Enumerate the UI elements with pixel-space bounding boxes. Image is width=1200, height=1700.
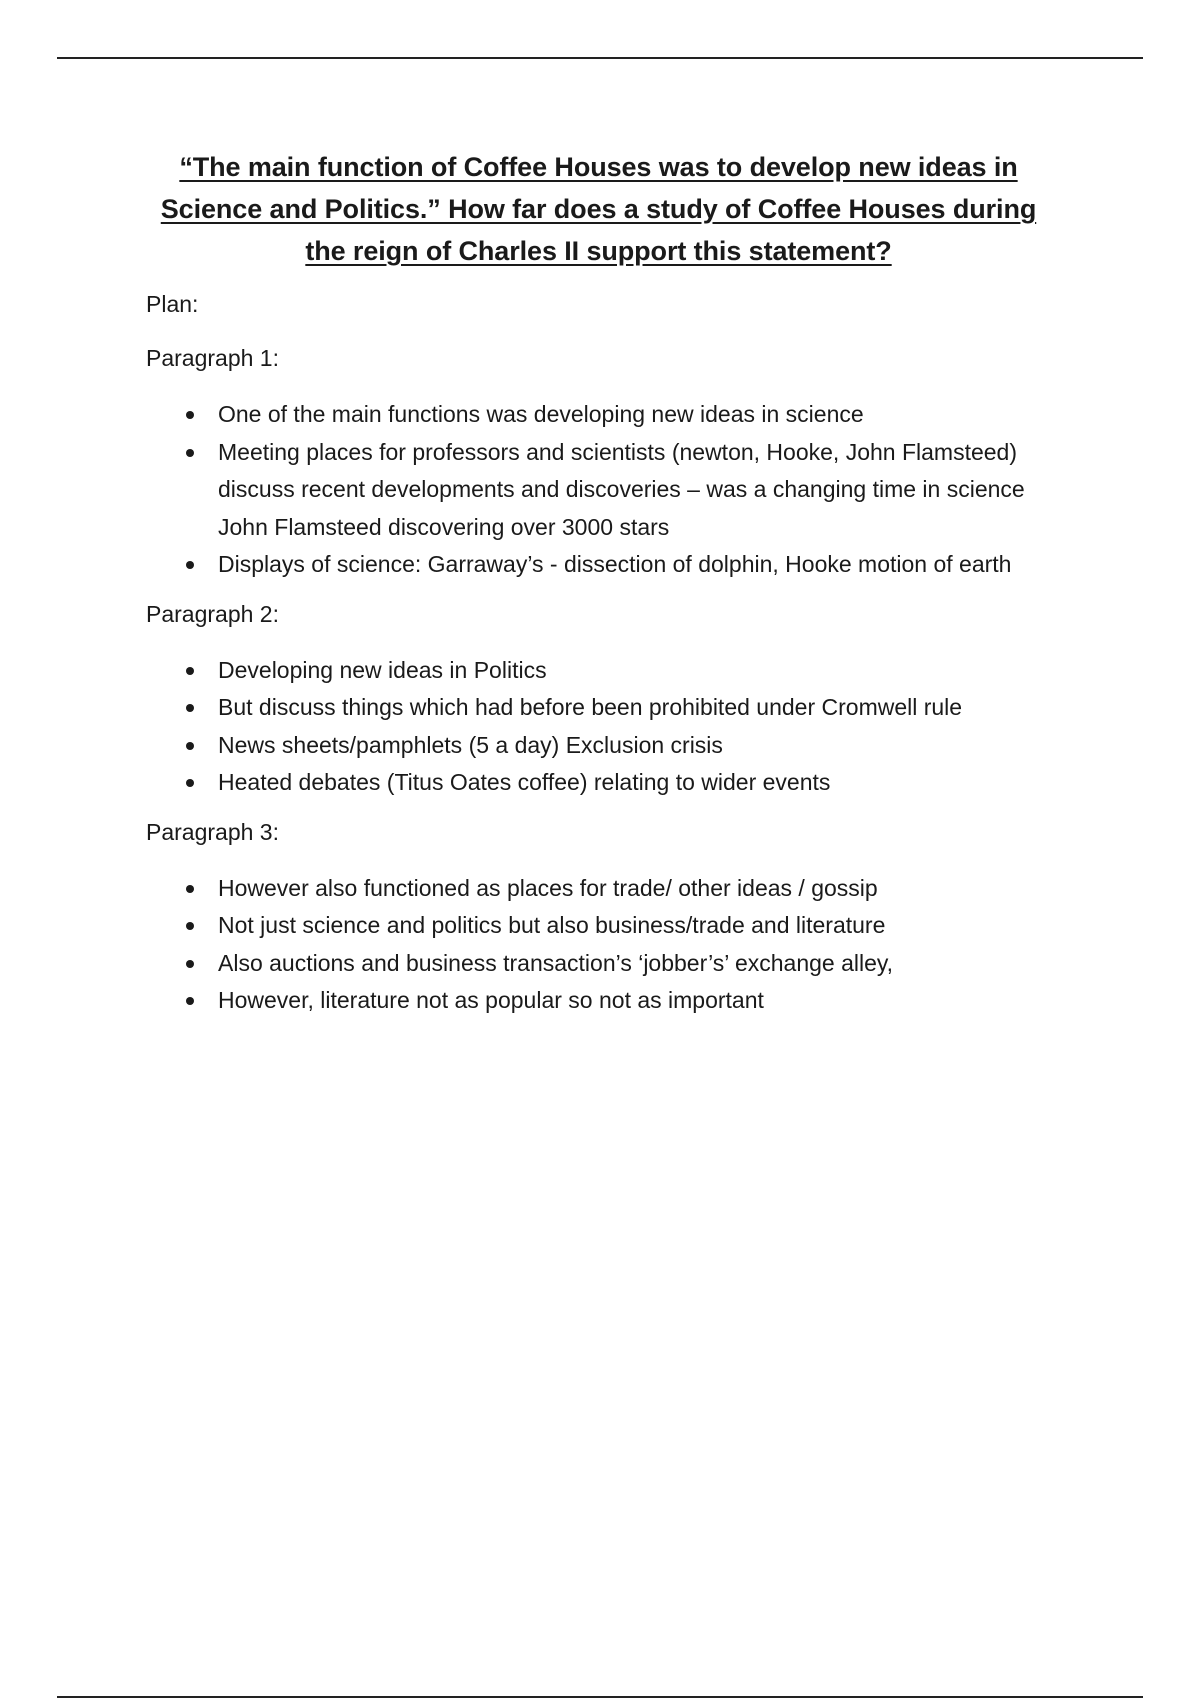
bullet-icon [186, 885, 194, 893]
list-item [146, 652, 1051, 690]
paragraph-2-bullet-list [146, 652, 1051, 802]
list-item-text: Displays of science: Garraway’s - dissection of dolphin, Hooke motion of earth [218, 551, 1012, 577]
bullet-icon [186, 997, 194, 1005]
list-item [146, 907, 1051, 945]
list-item [146, 689, 1051, 727]
bullet-icon [186, 742, 194, 750]
list-item-text: Not just science and politics but also business/trade and literature [218, 912, 886, 938]
list-item-text: News sheets/pamphlets (5 a day) Exclusion crisis [218, 731, 723, 758]
list-item-text: Also auctions and business transaction’s ‘jobber’s’ exchange alley, [218, 949, 894, 976]
paragraph-2-label: Paragraph 2: [146, 600, 279, 627]
paragraph-3-label: Paragraph 3: [146, 818, 279, 845]
bullet-icon [186, 704, 194, 712]
bullet-icon [186, 960, 194, 968]
list-item [146, 546, 1051, 584]
footer-rule [57, 1696, 1143, 1698]
list-item-text: However also functioned as places for trade/ other ideas / gossip [218, 874, 878, 901]
list-item [146, 870, 1051, 908]
list-item-text: But discuss things which had before been prohibited under Cromwell rule [218, 694, 963, 720]
list-item-text: One of the main functions was developing new ideas in science [218, 401, 864, 427]
list-item-text: Developing new ideas in Politics [218, 656, 547, 683]
plan-label: Plan: [146, 291, 199, 317]
paragraph-3-bullet-list [146, 870, 1051, 1020]
list-item [146, 945, 1051, 983]
document-body [146, 146, 1051, 1034]
list-item-text: Meeting places for professors and scientists (newton, Hooke, John Flamsteed) discuss recent developments and discoveries – was a changing time in science John Flamsteed discovering over 3000 stars [218, 438, 1025, 540]
paragraph-1-bullet-list [146, 396, 1051, 584]
bullet-icon [186, 667, 194, 675]
list-item-text: Heated debates (Titus Oates coffee) relating to wider events [218, 769, 831, 795]
list-item [146, 764, 1051, 802]
header-rule [57, 57, 1143, 59]
bullet-icon [186, 561, 194, 569]
list-item-text: However, literature not as popular so not as important [218, 987, 764, 1013]
bullet-icon [186, 779, 194, 787]
list-item [146, 434, 1051, 547]
paragraph-1-label: Paragraph 1: [146, 345, 279, 371]
list-item [146, 396, 1051, 434]
bullet-icon [186, 411, 194, 419]
list-item [146, 982, 1051, 1020]
bullet-icon [186, 449, 194, 457]
essay-question-title: “The main function of Coffee Houses was to develop new ideas in Science and Politics.” How far does a study of Coffee Houses during the reign of Charles II support this statement? [160, 152, 1037, 266]
bullet-icon [186, 922, 194, 930]
list-item [146, 727, 1051, 765]
